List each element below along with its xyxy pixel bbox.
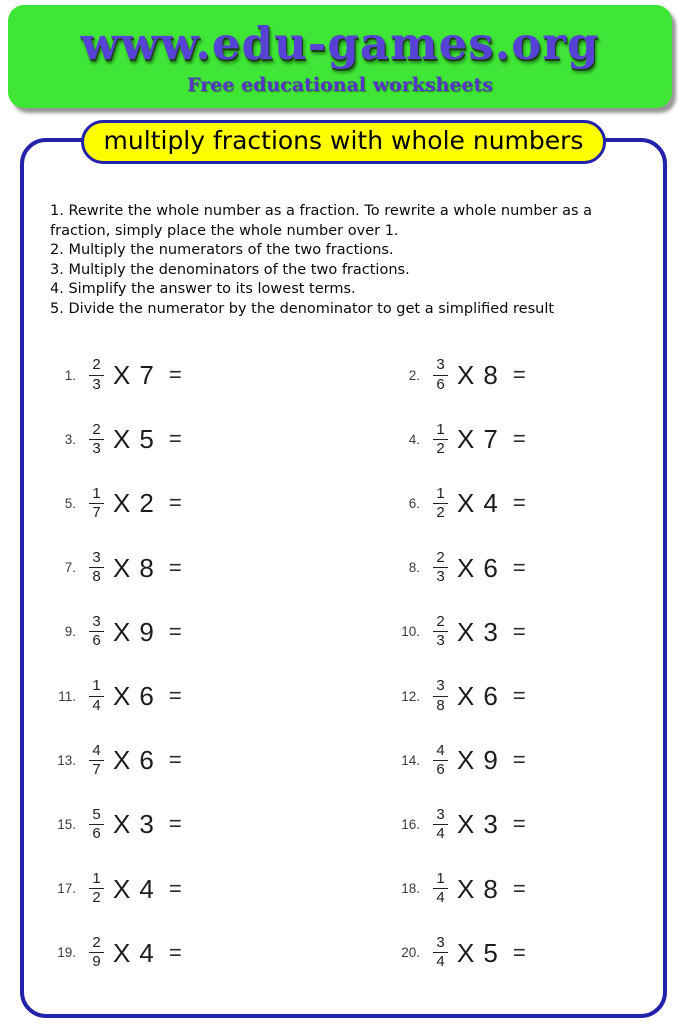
- fraction-numerator: 1: [433, 486, 447, 504]
- fraction: [432, 743, 449, 778]
- whole-number: 6: [139, 745, 154, 776]
- problem-row: [368, 728, 663, 792]
- fraction-denominator: 6: [92, 632, 101, 650]
- multiply-sign: X: [457, 873, 475, 904]
- fraction: [88, 807, 105, 842]
- fraction: [432, 422, 449, 457]
- problem-number: 1.: [64, 367, 76, 383]
- fraction-numerator: 3: [433, 357, 447, 375]
- problem-row: [368, 600, 663, 664]
- whole-number: 7: [483, 424, 498, 455]
- fraction: [88, 357, 105, 392]
- equals-sign: =: [168, 683, 182, 709]
- multiply-sign: X: [457, 745, 475, 776]
- problem-row: [24, 728, 368, 792]
- problem-row: [24, 343, 368, 407]
- fraction-denominator: 2: [92, 889, 101, 907]
- whole-number: 3: [483, 809, 498, 840]
- fraction-numerator: 4: [433, 743, 447, 761]
- equals-sign: =: [512, 362, 526, 388]
- fraction-denominator: 3: [92, 439, 101, 457]
- problem-row: [368, 664, 663, 728]
- multiply-sign: X: [113, 937, 131, 968]
- equals-sign: =: [512, 618, 526, 644]
- worksheet-frame: [20, 126, 667, 1018]
- fraction: [88, 871, 105, 906]
- problem-number: 5.: [64, 495, 76, 511]
- equals-sign: =: [168, 618, 182, 644]
- multiply-sign: X: [113, 873, 131, 904]
- equals-sign: =: [168, 426, 182, 452]
- whole-number: 8: [483, 360, 498, 391]
- problem-number: 16.: [401, 816, 420, 832]
- problem-number: 8.: [408, 560, 420, 576]
- fraction-numerator: 3: [89, 550, 103, 568]
- multiply-sign: X: [113, 552, 131, 583]
- fraction-numerator: 1: [89, 871, 103, 889]
- problem-row: [368, 407, 663, 471]
- fraction-numerator: 2: [89, 935, 103, 953]
- equals-sign: =: [512, 426, 526, 452]
- whole-number: 8: [483, 873, 498, 904]
- equals-sign: =: [512, 554, 526, 580]
- problem-row: [368, 792, 663, 856]
- instruction-line: 3. Multiply the denominators of the two fractions.: [50, 261, 410, 278]
- multiply-sign: X: [113, 681, 131, 712]
- fraction-numerator: 4: [89, 743, 103, 761]
- fraction: [432, 357, 449, 392]
- whole-number: 8: [139, 552, 154, 583]
- problem-number: 6.: [408, 495, 420, 511]
- fraction-denominator: 8: [92, 568, 101, 586]
- fraction-numerator: 3: [89, 614, 103, 632]
- problem-row: [24, 471, 368, 535]
- equals-sign: =: [168, 747, 182, 773]
- fraction: [432, 807, 449, 842]
- whole-number: 6: [483, 681, 498, 712]
- multiply-sign: X: [457, 937, 475, 968]
- problem-number: 4.: [408, 431, 420, 447]
- fraction-denominator: 3: [436, 568, 445, 586]
- fraction-numerator: 3: [433, 678, 447, 696]
- problem-row: [24, 664, 368, 728]
- multiply-sign: X: [457, 681, 475, 712]
- fraction-denominator: 9: [92, 953, 101, 971]
- fraction-numerator: 2: [89, 357, 103, 375]
- whole-number: 5: [139, 424, 154, 455]
- problem-number: 15.: [57, 816, 76, 832]
- fraction-denominator: 6: [436, 760, 445, 778]
- multiply-sign: X: [457, 424, 475, 455]
- whole-number: 6: [483, 552, 498, 583]
- problem-row: [24, 921, 368, 985]
- whole-number: 9: [139, 616, 154, 647]
- equals-sign: =: [168, 362, 182, 388]
- fraction-denominator: 7: [92, 760, 101, 778]
- fraction-numerator: 1: [89, 486, 103, 504]
- site-title: www.edu-games.org: [80, 16, 600, 70]
- whole-number: 4: [483, 488, 498, 519]
- problem-number: 11.: [58, 688, 76, 704]
- equals-sign: =: [512, 747, 526, 773]
- fraction-denominator: 2: [436, 439, 445, 457]
- problem-row: [368, 921, 663, 985]
- fraction-denominator: 7: [92, 503, 101, 521]
- problem-row: [24, 407, 368, 471]
- problem-number: 10.: [401, 624, 420, 640]
- fraction-denominator: 4: [436, 824, 445, 842]
- problems-grid: [24, 343, 663, 985]
- problem-number: 19.: [57, 945, 76, 961]
- whole-number: 3: [139, 809, 154, 840]
- equals-sign: =: [512, 875, 526, 901]
- whole-number: 5: [483, 937, 498, 968]
- instructions-list: [50, 202, 650, 319]
- equals-sign: =: [168, 811, 182, 837]
- fraction-denominator: 8: [436, 696, 445, 714]
- fraction: [432, 486, 449, 521]
- problem-row: [24, 857, 368, 921]
- site-banner: [8, 5, 672, 108]
- fraction-denominator: 4: [436, 953, 445, 971]
- equals-sign: =: [512, 811, 526, 837]
- multiply-sign: X: [457, 809, 475, 840]
- problem-number: 20.: [401, 945, 420, 961]
- problem-number: 14.: [401, 752, 420, 768]
- equals-sign: =: [168, 490, 182, 516]
- fraction: [88, 550, 105, 585]
- fraction-numerator: 3: [433, 807, 447, 825]
- fraction-numerator: 2: [89, 422, 103, 440]
- multiply-sign: X: [113, 616, 131, 647]
- fraction: [88, 935, 105, 970]
- fraction-numerator: 1: [433, 871, 447, 889]
- problem-row: [24, 536, 368, 600]
- fraction: [432, 871, 449, 906]
- fraction: [88, 422, 105, 457]
- problem-row: [368, 343, 663, 407]
- fraction-denominator: 6: [92, 824, 101, 842]
- problem-row: [368, 536, 663, 600]
- fraction: [432, 614, 449, 649]
- instruction-line: 5. Divide the numerator by the denominator to get a simplified result: [50, 300, 555, 317]
- fraction-numerator: 5: [89, 807, 103, 825]
- multiply-sign: X: [113, 360, 131, 391]
- problem-number: 2.: [408, 367, 420, 383]
- instruction-line: 4. Simplify the answer to its lowest terms.: [50, 281, 356, 297]
- fraction-denominator: 2: [436, 503, 445, 521]
- worksheet-title: multiply fractions with whole numbers: [81, 120, 607, 164]
- equals-sign: =: [512, 939, 526, 965]
- multiply-sign: X: [457, 616, 475, 647]
- multiply-sign: X: [457, 360, 475, 391]
- multiply-sign: X: [113, 488, 131, 519]
- fraction: [88, 743, 105, 778]
- fraction-numerator: 2: [433, 550, 447, 568]
- fraction: [432, 935, 449, 970]
- fraction: [88, 614, 105, 649]
- problem-number: 18.: [401, 881, 420, 897]
- multiply-sign: X: [113, 809, 131, 840]
- equals-sign: =: [168, 875, 182, 901]
- whole-number: 9: [483, 745, 498, 776]
- whole-number: 3: [483, 616, 498, 647]
- problem-number: 13.: [57, 752, 76, 768]
- instruction-line: 2. Multiply the numerators of the two fractions.: [50, 242, 394, 258]
- whole-number: 2: [139, 488, 154, 519]
- problem-row: [24, 792, 368, 856]
- multiply-sign: X: [457, 488, 475, 519]
- problem-number: 17.: [57, 881, 76, 897]
- whole-number: 4: [139, 873, 154, 904]
- multiply-sign: X: [457, 552, 475, 583]
- fraction: [88, 486, 105, 521]
- whole-number: 7: [139, 360, 154, 391]
- problem-number: 7.: [64, 560, 76, 576]
- problem-number: 9.: [64, 624, 76, 640]
- multiply-sign: X: [113, 424, 131, 455]
- problem-number: 12.: [401, 688, 420, 704]
- instruction-line: 1. Rewrite the whole number as a fraction. To rewrite a whole number as a fraction, simply place the whole number over 1.: [50, 203, 593, 239]
- fraction: [88, 678, 105, 713]
- fraction: [432, 550, 449, 585]
- problem-row: [368, 471, 663, 535]
- fraction-numerator: 3: [433, 935, 447, 953]
- fraction-denominator: 4: [436, 889, 445, 907]
- problem-number: 3.: [64, 431, 76, 447]
- fraction: [432, 678, 449, 713]
- equals-sign: =: [168, 554, 182, 580]
- fraction-denominator: 3: [92, 375, 101, 393]
- site-tagline: Free educational worksheets: [186, 73, 493, 96]
- fraction-denominator: 3: [436, 632, 445, 650]
- fraction-numerator: 1: [433, 422, 447, 440]
- equals-sign: =: [168, 939, 182, 965]
- fraction-numerator: 1: [89, 678, 103, 696]
- fraction-denominator: 4: [92, 696, 101, 714]
- whole-number: 4: [139, 937, 154, 968]
- equals-sign: =: [512, 683, 526, 709]
- equals-sign: =: [512, 490, 526, 516]
- fraction-denominator: 6: [436, 375, 445, 393]
- whole-number: 6: [139, 681, 154, 712]
- fraction-numerator: 2: [433, 614, 447, 632]
- multiply-sign: X: [113, 745, 131, 776]
- problem-row: [368, 857, 663, 921]
- problem-row: [24, 600, 368, 664]
